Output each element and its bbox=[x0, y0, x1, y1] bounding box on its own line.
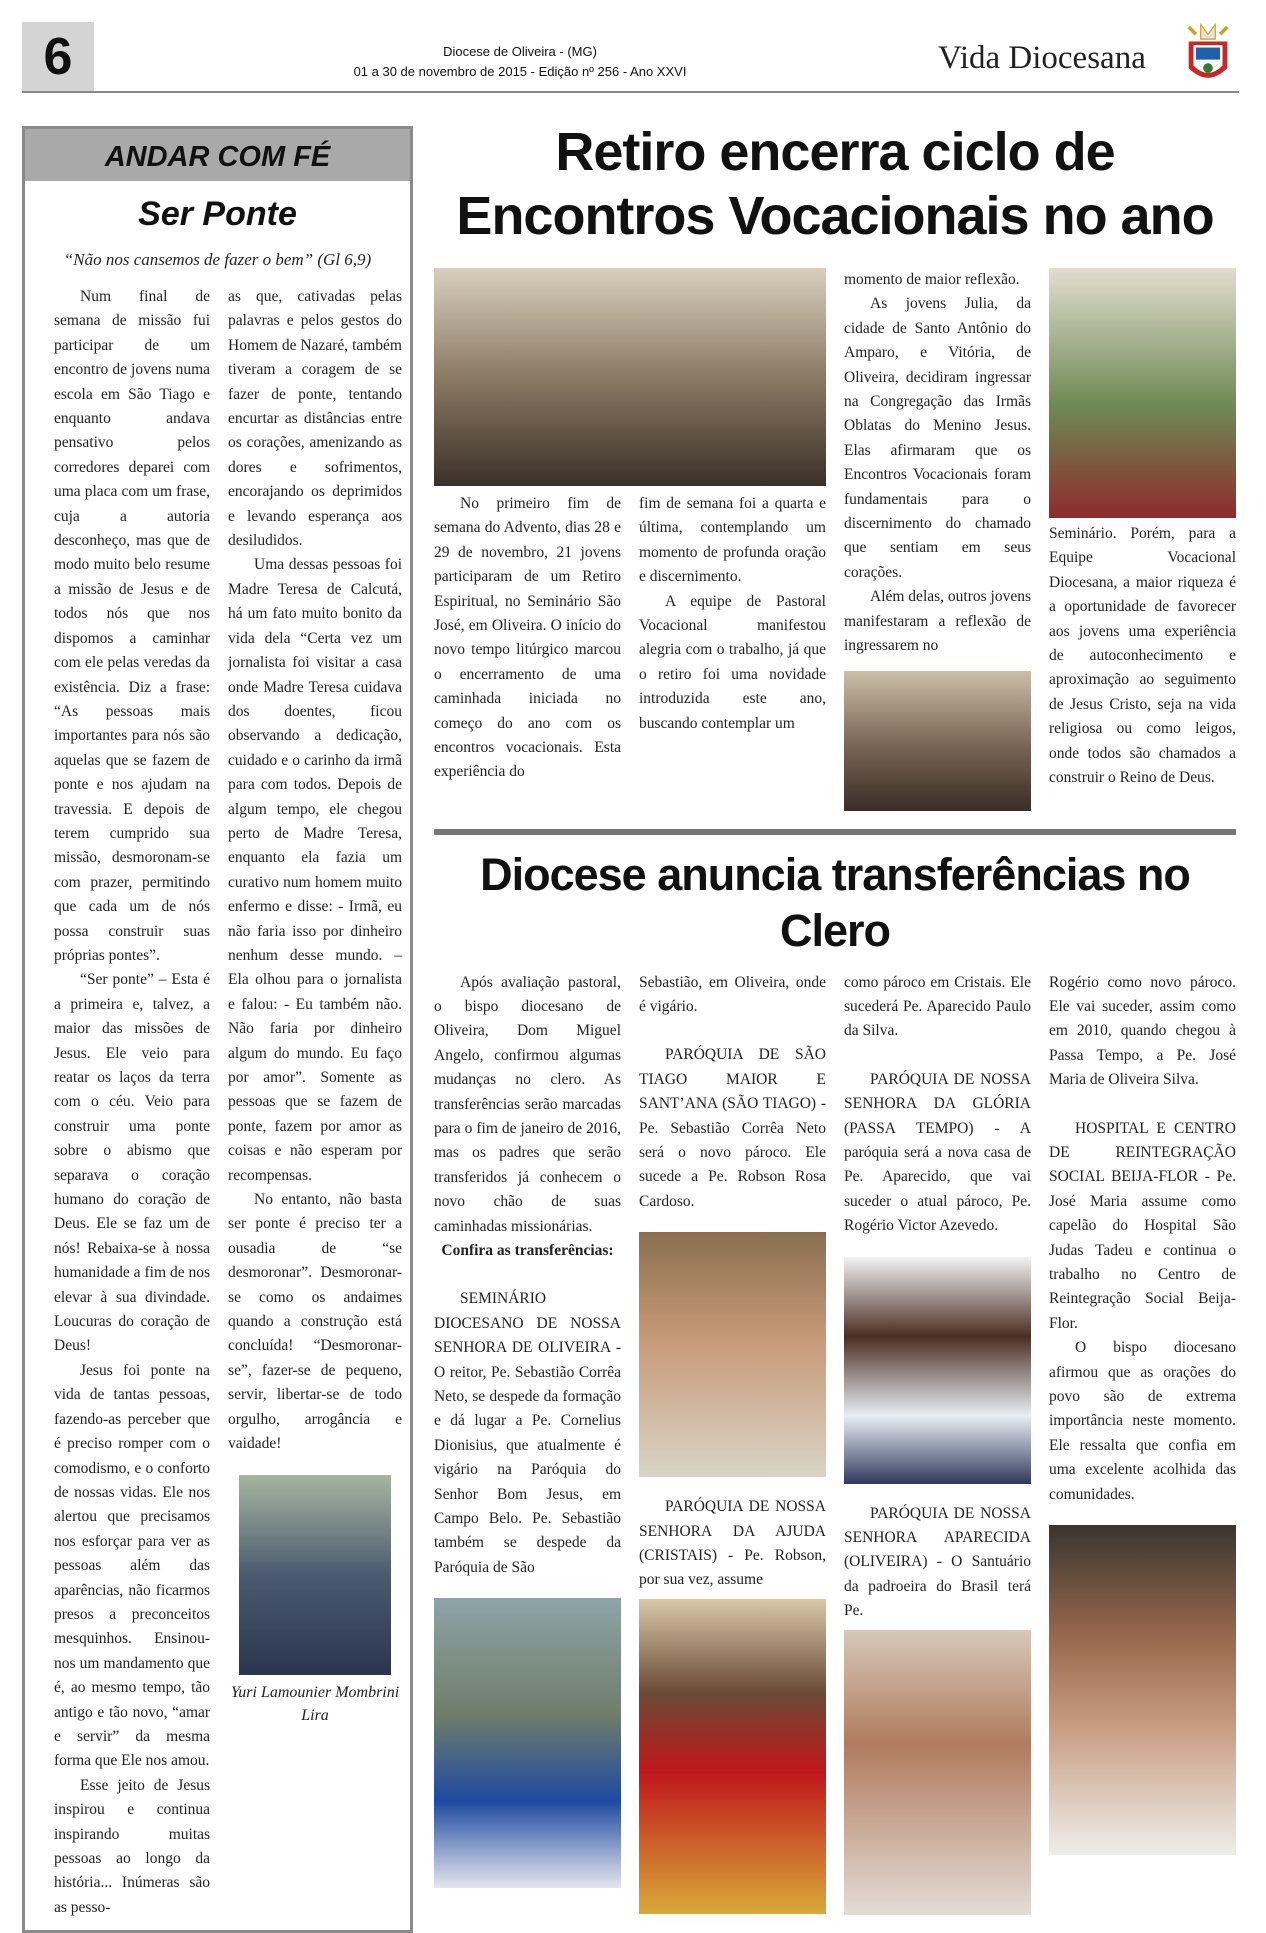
paragraph: “Ser ponte” – Esta é a primeira e, talvez, a maior das missões de Jesus. Ele veio para reatar os laços da terra com o céu. Veio para construir uma ponte sobre o abismo que separava o coração humano do coração de Deus. Ele se faz um de nós! Rebaixa-se à nossa humanidade a fim de nos elevar à sua divindade. Loucuras do coração de Deus! bbox=[54, 971, 211, 1355]
paragraph: SEMINÁRIO DIOCESANO DE NOSSA SENHORA DE OLIVEIRA - O reitor, Pe. Sebastião Corrêa Neto, se despede da formação e dá lugar a Pe. Cornelius Dionisius, que atualmente é vigário na Paróquia do Senhor Bom Jesus, em Campo Belo. Pe. Sebastião também se despede da Paróquia de São bbox=[434, 1290, 621, 1576]
article2-col-2b bbox=[639, 1495, 826, 1593]
paragraph: PARÓQUIA DE SÃO TIAGO MAIOR E SANT’ANA (SÃO TIAGO) - Pe. Sebastião Corrêa Neto será o novo pároco. Ele sucede a Pe. Robson Rosa Cardoso. bbox=[639, 1046, 826, 1210]
page-number: 6 bbox=[22, 22, 94, 92]
priest-photo-rogerio bbox=[844, 1630, 1031, 1915]
header-info bbox=[300, 42, 740, 82]
paragraph: como pároco em Cristais. Ele sucederá Pe. Aparecido Paulo da Silva. bbox=[844, 973, 1031, 1040]
newspaper-brand: Vida Diocesana bbox=[938, 40, 1146, 76]
column-text-1 bbox=[54, 285, 210, 1920]
subheading: Confira as transferências: bbox=[441, 1241, 614, 1259]
article-headline: Diocese anuncia transferências no Clero bbox=[480, 848, 1190, 956]
article1-col-3 bbox=[844, 268, 1031, 659]
priest-photo-robson bbox=[639, 1599, 826, 1914]
paragraph: PARÓQUIA DE NOSSA SENHORA DA GLÓRIA (PASSA TEMPO) - A paróquia será a nova casa de Pe. Aparecido, que vai suceder o atual pároco, Pe. Rogério Victor Azevedo. bbox=[844, 1070, 1031, 1235]
group-photo bbox=[434, 268, 826, 486]
paragraph: Jesus foi ponte na vida de tantas pessoas, fazendo-as perceber que é preciso romper com o comodismo, e o conforto de nossas vidas. Ele nos alertou que precisamos nos esforçar para ver as pessoas além das aparências, não ficarmos presos a preconceitos mesquinhos. Ensinou-nos um mandamento que é, ao mesmo tempo, tão antigo e tão novo, “amar e servir” da mesma forma que Ele nos amou. bbox=[54, 1361, 211, 1770]
article2-col-3 bbox=[844, 971, 1031, 1239]
article1-col-2 bbox=[639, 492, 826, 785]
priest-photo-jose-maria bbox=[1049, 1525, 1236, 1855]
paragraph: A equipe de Pastoral Vocacional manifestou alegria com o trabalho, já que o retiro foi uma novidade introduzida este ano, buscando contemplar um bbox=[639, 592, 826, 732]
article2-col-4 bbox=[1049, 971, 1236, 1508]
article2-body bbox=[434, 971, 1236, 1915]
paragraph: No primeiro fim de semana do Advento, dias 28 e 29 de novembro, 21 jovens participaram de um Retiro Espiritual, no Seminário São José, em Oliveira. O início do novo tempo litúrgico marcou o encerramento de uma caminhada iniciada no começo do ano com os encontros vocacionais. Esta experiência do bbox=[434, 495, 621, 781]
article2-col-2 bbox=[639, 971, 826, 1215]
paragraph: HOSPITAL E CENTRO DE REINTEGRAÇÃO SOCIAL BEIJA-FLOR - Pe. José Maria assume como capelão do Hospital São Judas Tadeu e continua o trabalho no Centro de Reintegração Social Beija-Flor. bbox=[1049, 1119, 1236, 1332]
paragraph: PARÓQUIA DE NOSSA SENHORA APARECIDA (OLIVEIRA) - O Santuário da padroeira do Brasil terá Pe. bbox=[844, 1504, 1031, 1620]
main-articles bbox=[434, 120, 1236, 1915]
article1-body bbox=[434, 268, 1236, 811]
column-box bbox=[22, 126, 413, 1933]
priest-photo-aparecido bbox=[844, 1257, 1031, 1484]
column-section-title: ANDAR COM FÉ bbox=[25, 129, 410, 181]
paragraph: fim de semana foi a quarta e última, contemplando um momento de profunda oração e discernimento. bbox=[639, 495, 826, 586]
paragraph: as que, cativadas pelas palavras e pelos gestos do Homem de Nazaré, também tiveram a coragem de se fazer de ponte, tentando encurtar as distâncias entre os corações, amenizando as dores e sofrimentos, encorajando os deprimidos e levando esperança aos desiludidos. bbox=[228, 288, 402, 550]
paragraph: Esse jeito de Jesus inspirou e continua inspirando muitas pessoas ao longo da história... Inúmeras são as pesso- bbox=[54, 1776, 211, 1916]
chapel-photo bbox=[1049, 268, 1236, 518]
article-headline: Retiro encerra ciclo de Encontros Vocacionais no ano bbox=[456, 122, 1214, 246]
priest-photo-cornelius bbox=[434, 1598, 621, 1888]
author-caption: Yuri Lamounier Mombrini Lira bbox=[230, 1683, 400, 1724]
paragraph: Sebastião, em Oliveira, onde é vigário. bbox=[639, 973, 826, 1015]
paragraph: Uma dessas pessoas foi Madre Teresa de Calcutá, há um fato muito bonito da vida dela “Certa vez um jornalista foi visitar a casa onde Madre Teresa cuidava dos doentes, ficou observando a dedicação, cuidado e o carinho da irmã para com todos. Depois de algum tempo, ele chegou perto de Madre Teresa, enquanto ela fazia um curativo num homem muito enfermo e disse: - Irmã, eu não faria isso por dinheiro nenhum desse mundo. – Ela olhou para o jornalista e falou: - Eu também não. Não faria por dinheiro algum do mundo. Eu faço por amor”. Somente as pessoas que se fazem de ponte, fazem por amor as coisas e não esperam por recompensas. bbox=[228, 556, 402, 1184]
paragraph: Seminário. Porém, para a Equipe Vocacional Diocesana, a maior riqueza é a oportunidade de favorecer aos jovens uma experiência de autoconhecimento e aproximação ao seguimento de Jesus Cristo, seja na vida religiosa ou como leigos, onde todos são chamados a construir o Reino de Deus. bbox=[1049, 525, 1236, 787]
column-text-2 bbox=[228, 285, 402, 1457]
article1-col-4 bbox=[1049, 522, 1236, 790]
youth-photo bbox=[844, 671, 1031, 811]
article2-col-3b bbox=[844, 1502, 1031, 1624]
paragraph: As jovens Julia, da cidade de Santo Antônio do Amparo, e Vitória, de Oliveira, decidiram ingressar na Congregação das Irmãs Oblatas do Menino Jesus. Elas afirmaram que os Encontros Vocacionais foram fundamentais para o discernimento do chamado que sentiam em seus corações. bbox=[844, 295, 1031, 581]
section-divider bbox=[434, 829, 1236, 835]
author-photo bbox=[239, 1475, 391, 1675]
paragraph: Além delas, outros jovens manifestaram a reflexão de ingressarem no bbox=[844, 588, 1032, 655]
article1-col-1 bbox=[434, 492, 621, 785]
paragraph: momento de maior reflexão. bbox=[844, 271, 1020, 288]
paragraph: O bispo diocesano afirmou que as orações do povo são de extrema importância neste momento. Ele ressalta que confia em uma excelente acolhida das comunidades. bbox=[1049, 1339, 1236, 1503]
paragraph: Após avaliação pastoral, o bispo diocesano de Oliveira, Dom Miguel Angelo, confirmou algumas mudanças no clero. As transferências serão marcadas para o fim de janeiro de 2016, mas os padres que serão transferidos já conhecem o novo chão de suas caminhadas missionárias. bbox=[434, 973, 621, 1235]
paragraph: PARÓQUIA DE NOSSA SENHORA DA AJUDA (CRISTAIS) - Pe. Robson, por sua vez, assume bbox=[639, 1498, 826, 1589]
column-epigraph: “Não nos cansemos de fazer o bem” (Gl 6,9) bbox=[63, 250, 372, 269]
article2-col-1 bbox=[434, 971, 621, 1581]
paragraph: Rogério como novo pároco. Ele vai suceder, assim como em 2010, quando chegou à Passa Tempo, a Pe. José Maria de Oliveira Silva. bbox=[1049, 973, 1236, 1089]
header-rule bbox=[22, 91, 1239, 93]
column-title: Ser Ponte bbox=[138, 195, 297, 233]
header-diocese: Diocese de Oliveira - (MG) bbox=[443, 44, 597, 59]
paragraph: Num final de semana de missão fui participar de um encontro de jovens numa escola em São Tiago e enquanto andava pensativo pelos corredores deparei com uma placa com um frase, cuja a autoria desconheço, mas que de modo muito belo resume a missão de Jesus e de todos nós que nos dispomos a caminhar com ele pelas veredas da existência. Diz a frase: “As pessoas mais importantes para nós são aquelas que se fazem de ponte e nos ajudam na travessia. E depois de terem cumprido sua missão, desmoronam-se com prazer, permitindo que cada um de nós possa construir suas próprias pontes”. bbox=[54, 288, 211, 964]
paragraph: No entanto, não basta ser ponte é preciso ter a ousadia de “se desmoronar”. Desmoronar-se como os andaimes quando a construção está concluída! “Desmoronar-se”, fazer-se de pequeno, servir, libertar-se de todo orgulho, arrogância e vaidade! bbox=[228, 1191, 402, 1453]
header-edition: 01 a 30 de novembro de 2015 - Edição nº 256 - Ano XXVI bbox=[353, 64, 687, 79]
priest-photo-sebastiao bbox=[639, 1232, 826, 1477]
diocese-crest-icon bbox=[1179, 22, 1237, 90]
